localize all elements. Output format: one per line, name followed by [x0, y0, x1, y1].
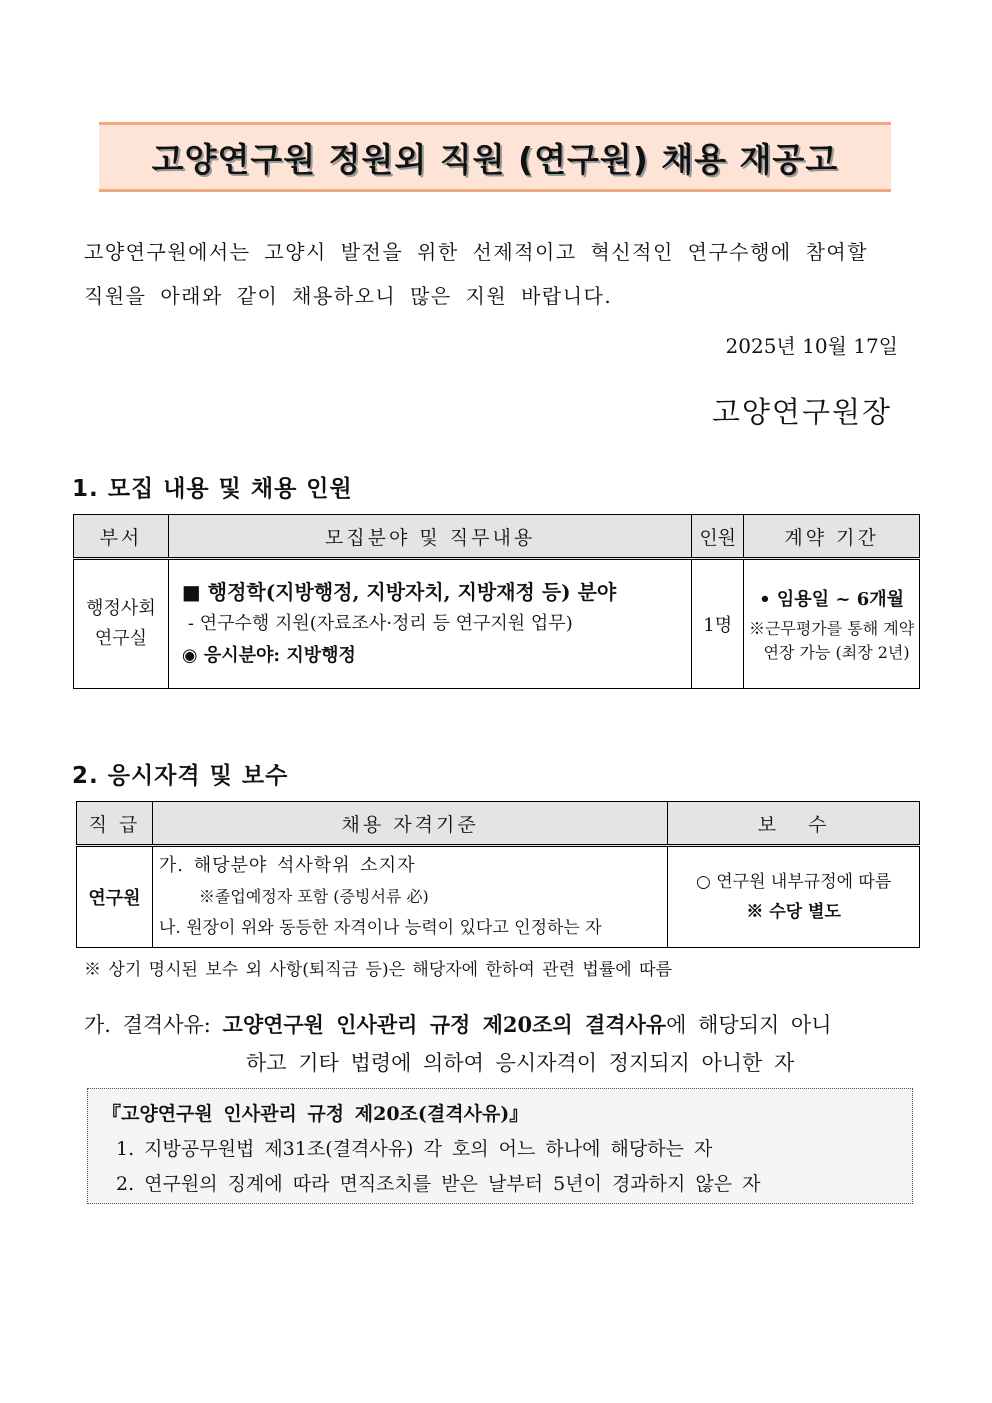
header-rank: 직 급	[77, 802, 153, 846]
qualification-table-row	[77, 846, 920, 948]
document-title: 고양연구원 정원외 직원 (연구원) 채용 재공고	[151, 139, 839, 179]
intro-line-2: 직원을 아래와 같이 채용하오니 많은 지원 바랍니다.	[84, 284, 613, 308]
period-note-1: ※근무평가를 통해 계약	[748, 619, 915, 638]
section1-heading: 1. 모집 내용 및 채용 인원	[72, 476, 353, 502]
rank-cell: 연구원	[77, 846, 153, 948]
header-qualification: 채용 자격기준	[152, 802, 667, 846]
rule-item-1: 1. 지방공무원법 제31조(결격사유) 각 호의 어느 하나에 해당하는 자	[116, 1138, 713, 1160]
header-dept: 부서	[74, 515, 169, 559]
header-pay: 보 수	[668, 802, 920, 846]
period-note-2: 연장 가능 (최장 2년)	[763, 643, 910, 662]
section2-heading: 2. 응시자격 및 보수	[72, 763, 289, 789]
recruitment-table-header	[74, 515, 920, 559]
disqualification-bold: 고양연구원 인사관리 규정 제20조의 결격사유	[222, 1012, 667, 1037]
pay-footnote: ※ 상기 명시된 보수 외 사항(퇴직금 등)은 해당자에 한하여 관련 법률에 따름	[84, 960, 672, 980]
pay-cell	[668, 846, 920, 948]
qualification-cell	[152, 846, 667, 948]
qualification-1: 가. 해당분야 석사학위 소지자	[158, 855, 416, 876]
pay-line-1: ○ 연구원 내부규정에 따름	[696, 872, 892, 892]
disqualification-prefix: 가. 결격사유:	[84, 1013, 223, 1037]
rule-box	[87, 1088, 913, 1204]
period-main: • 임용일 ~ 6개월	[759, 589, 905, 610]
announcement-date: 2025년 10월 17일	[725, 334, 898, 358]
field-duty: - 연구수행 지원(자료조사·정리 등 연구지원 업무)	[187, 613, 573, 634]
rule-box-title: 『고양연구원 인사관리 규정 제20조(결격사유)』	[102, 1103, 529, 1125]
recruitment-table-row	[74, 559, 920, 689]
intro-paragraph	[84, 230, 924, 318]
qualification-table	[76, 801, 920, 948]
dept-line-1: 행정사회	[86, 598, 156, 619]
header-count: 인원	[692, 515, 744, 559]
disqualification-line-2: 하고 기타 법령에 의하여 응시자격이 정지되지 아니한 자	[246, 1051, 795, 1075]
dept-line-2: 연구실	[94, 628, 148, 649]
qualification-2: 나. 원장이 위와 동등한 자격이나 능력이 있다고 인정하는 자	[158, 918, 602, 938]
disqualification-suffix: 에 해당되지 아니	[666, 1013, 832, 1037]
disqualification-clause	[84, 1006, 832, 1082]
dept-cell	[74, 559, 169, 689]
qualification-1-note: ※졸업예정자 포함 (증빙서류 必)	[198, 887, 429, 906]
header-period: 계약 기간	[744, 515, 920, 559]
field-title: ■ 행정학(지방행정, 지방자치, 지방재정 등) 분야	[181, 580, 617, 604]
field-exam: ◉ 응시분야: 지방행정	[181, 645, 356, 666]
recruitment-table	[73, 514, 920, 689]
rule-item-2: 2. 연구원의 징계에 따라 면직조치를 받은 날부터 5년이 경과하지 않은 자	[116, 1173, 761, 1195]
intro-line-1: 고양연구원에서는 고양시 발전을 위한 선제적이고 혁신적인 연구수행에 참여할	[84, 240, 869, 264]
pay-line-2: ※ 수당 별도	[746, 902, 841, 922]
qualification-table-header	[77, 802, 920, 846]
header-field: 모집분야 및 직무내용	[168, 515, 691, 559]
issuer-name: 고양연구원장	[711, 395, 892, 429]
document-title-banner	[99, 122, 891, 192]
field-cell	[168, 559, 691, 689]
period-cell	[744, 559, 920, 689]
count-cell: 1명	[692, 559, 744, 689]
